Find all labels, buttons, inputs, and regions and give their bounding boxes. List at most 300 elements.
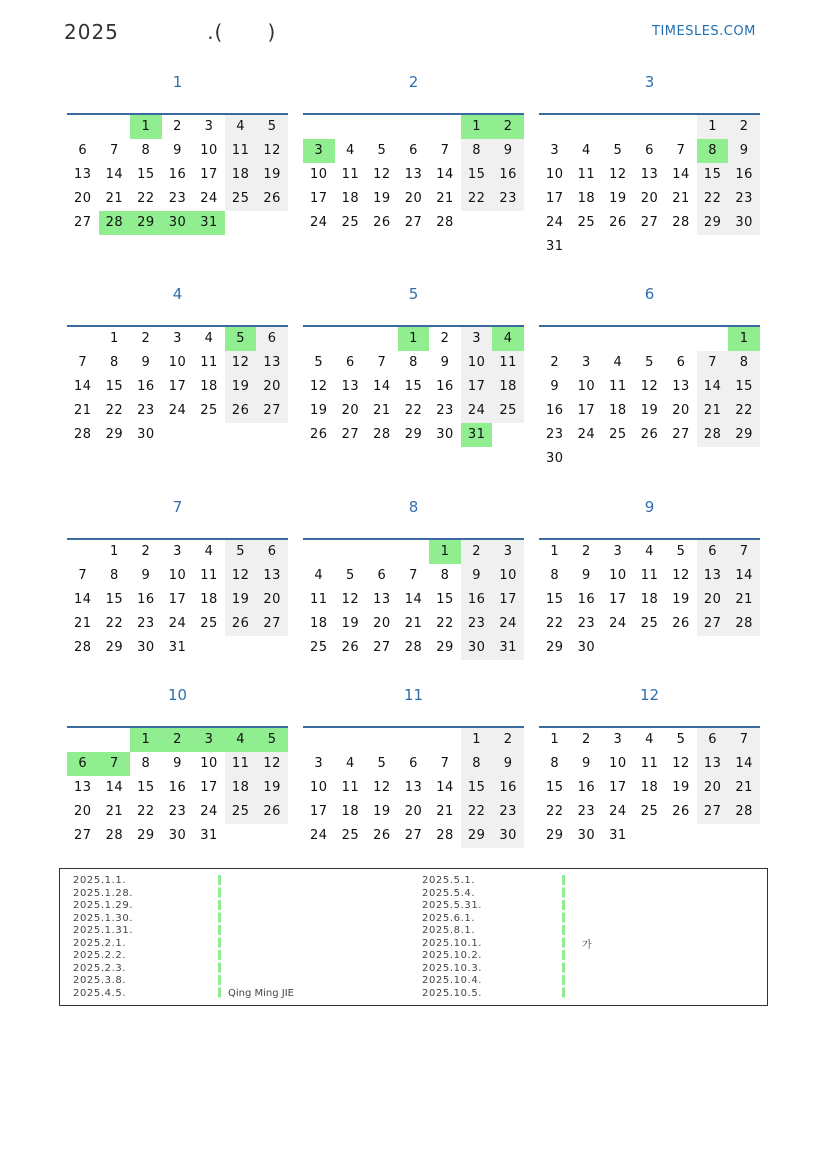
empty-cell <box>303 327 335 351</box>
day-cell: 2 <box>141 544 151 559</box>
week-row <box>303 187 524 211</box>
day-cell: 23 <box>168 191 187 206</box>
month-grid <box>539 726 760 848</box>
day-cell: 21 <box>697 399 729 423</box>
day-cell: 21 <box>74 403 92 418</box>
day-cell: 3 <box>613 544 623 559</box>
month-grid <box>539 538 760 660</box>
empty-cell <box>366 728 398 752</box>
empty-cell <box>728 636 760 660</box>
day-cell: 5 <box>676 732 686 747</box>
day-cell: 7 <box>109 143 119 158</box>
empty-cell <box>665 115 697 139</box>
day-cell: 23 <box>577 804 596 819</box>
day-cell: 25 <box>492 399 524 423</box>
day-cell: 27 <box>256 612 288 636</box>
week-row <box>539 564 760 588</box>
legend-date: 2025.10.4. <box>422 975 483 986</box>
day-cell: 18 <box>640 780 659 795</box>
day-cell: 24 <box>200 804 218 819</box>
day-cell: 30 <box>546 451 564 466</box>
day-cell: 24 <box>546 215 564 230</box>
week-row <box>303 163 524 187</box>
month-label: 1 <box>172 73 183 91</box>
empty-cell <box>665 327 697 351</box>
empty-cell <box>697 327 729 351</box>
day-cell: 15 <box>105 592 124 607</box>
week-row <box>67 399 288 423</box>
day-cell: 25 <box>225 187 257 211</box>
day-cell: 2 <box>728 115 760 139</box>
empty-cell <box>571 447 603 471</box>
month-grid <box>67 726 288 848</box>
day-cell: 10 <box>168 568 187 583</box>
day-cell: 1 <box>429 540 461 564</box>
site-brand-link[interactable]: TIMESLES.COM <box>652 24 756 39</box>
day-cell: 28 <box>728 800 760 824</box>
day-cell: 29 <box>546 640 564 655</box>
legend-date: 2025.8.1. <box>422 925 476 936</box>
empty-cell <box>634 115 666 139</box>
day-cell: 11 <box>492 351 524 375</box>
day-cell: 5 <box>256 115 288 139</box>
legend-date: 2025.5.4. <box>422 887 476 899</box>
day-cell: 30 <box>168 828 187 843</box>
day-cell: 11 <box>200 355 218 370</box>
day-cell: 20 <box>74 804 92 819</box>
day-cell: 12 <box>640 379 659 394</box>
day-cell: 27 <box>404 215 423 230</box>
day-cell: 12 <box>256 139 288 163</box>
empty-cell <box>697 636 729 660</box>
day-cell: 13 <box>341 379 360 394</box>
day-cell: 24 <box>577 427 596 442</box>
day-cell: 21 <box>74 616 92 631</box>
month-label: 5 <box>408 285 419 303</box>
day-cell: 4 <box>225 115 257 139</box>
day-cell: 8 <box>550 568 560 583</box>
empty-cell <box>335 540 367 564</box>
day-cell: 18 <box>341 191 360 206</box>
empty-cell <box>398 540 430 564</box>
day-cell: 19 <box>609 191 627 206</box>
day-cell: 12 <box>225 564 257 588</box>
day-cell: 3 <box>550 143 560 158</box>
day-cell: 22 <box>546 616 564 631</box>
day-cell: 23 <box>546 427 564 442</box>
legend-marker-right <box>562 875 565 999</box>
day-cell: 26 <box>256 800 288 824</box>
day-cell: 29 <box>436 640 454 655</box>
month-grid <box>303 325 524 447</box>
week-row <box>539 327 760 351</box>
day-cell: 5 <box>225 327 257 351</box>
day-cell: 5 <box>345 568 355 583</box>
day-cell: 5 <box>256 728 288 752</box>
week-row <box>303 115 524 139</box>
empty-cell <box>697 824 729 848</box>
day-cell: 9 <box>492 139 524 163</box>
day-cell: 4 <box>225 728 257 752</box>
week-row <box>303 612 524 636</box>
day-cell: 14 <box>74 592 92 607</box>
day-cell: 2 <box>141 331 151 346</box>
day-cell: 29 <box>404 427 423 442</box>
day-cell: 14 <box>728 564 760 588</box>
day-cell: 11 <box>341 780 360 795</box>
day-cell: 28 <box>105 828 124 843</box>
day-cell: 7 <box>78 355 88 370</box>
empty-cell <box>67 115 99 139</box>
month-grid <box>67 113 288 235</box>
day-cell: 31 <box>492 636 524 660</box>
week-row <box>539 588 760 612</box>
empty-cell <box>256 636 288 660</box>
month-label: 4 <box>172 285 183 303</box>
day-cell: 31 <box>546 239 564 254</box>
day-cell: 17 <box>200 167 218 182</box>
legend-date: 2025.10.3. <box>422 962 483 974</box>
day-cell: 31 <box>168 640 187 655</box>
day-cell: 11 <box>310 592 328 607</box>
month-grid <box>67 538 288 660</box>
day-cell: 26 <box>310 427 328 442</box>
empty-cell <box>335 115 367 139</box>
day-cell: 21 <box>404 616 423 631</box>
day-cell: 23 <box>436 403 454 418</box>
day-cell: 24 <box>310 215 328 230</box>
day-cell: 28 <box>436 215 454 230</box>
day-cell: 26 <box>672 616 690 631</box>
day-cell: 4 <box>581 143 591 158</box>
empty-cell <box>303 728 335 752</box>
day-cell: 22 <box>728 399 760 423</box>
week-row <box>67 824 288 848</box>
day-cell: 21 <box>105 804 124 819</box>
day-cell: 6 <box>78 143 88 158</box>
day-cell: 18 <box>310 616 328 631</box>
week-row <box>67 351 288 375</box>
day-cell: 26 <box>373 215 391 230</box>
day-cell: 28 <box>728 612 760 636</box>
day-cell: 18 <box>225 163 257 187</box>
day-cell: 1 <box>550 544 560 559</box>
day-cell: 31 <box>193 211 225 235</box>
day-cell: 9 <box>581 568 591 583</box>
empty-cell <box>67 327 99 351</box>
empty-cell <box>728 824 760 848</box>
week-row <box>67 540 288 564</box>
day-cell: 6 <box>345 355 355 370</box>
empty-cell <box>398 115 430 139</box>
week-row <box>539 728 760 752</box>
week-row <box>539 636 760 660</box>
legend-marker-left <box>218 875 221 999</box>
day-cell: 17 <box>168 592 187 607</box>
day-cell: 8 <box>550 756 560 771</box>
day-cell: 18 <box>225 776 257 800</box>
day-cell: 12 <box>672 756 690 771</box>
day-cell: 2 <box>162 728 194 752</box>
month-label: 12 <box>639 686 660 704</box>
day-cell: 8 <box>440 568 450 583</box>
week-row <box>539 139 760 163</box>
month-grid <box>303 113 524 235</box>
day-cell: 2 <box>173 119 182 134</box>
day-cell: 30 <box>137 640 155 655</box>
day-cell: 25 <box>609 427 627 442</box>
day-cell: 17 <box>546 191 564 206</box>
day-cell: 19 <box>672 592 690 607</box>
day-cell: 29 <box>137 828 155 843</box>
day-cell: 24 <box>609 804 627 819</box>
empty-cell <box>303 540 335 564</box>
day-cell: 22 <box>404 403 423 418</box>
empty-cell <box>492 211 524 235</box>
day-cell: 9 <box>550 379 560 394</box>
empty-cell <box>193 423 225 447</box>
day-cell: 17 <box>577 403 596 418</box>
day-cell: 12 <box>373 780 391 795</box>
day-cell: 22 <box>137 191 155 206</box>
week-row <box>303 588 524 612</box>
week-row <box>539 776 760 800</box>
day-cell: 30 <box>461 636 493 660</box>
day-cell: 27 <box>373 640 391 655</box>
day-cell: 27 <box>697 800 729 824</box>
day-cell: 8 <box>409 355 418 370</box>
day-cell: 11 <box>225 752 257 776</box>
day-cell: 7 <box>676 143 686 158</box>
day-cell: 9 <box>141 568 151 583</box>
empty-cell <box>665 824 697 848</box>
day-cell: 29 <box>105 427 124 442</box>
day-cell: 21 <box>105 191 124 206</box>
week-row <box>67 211 288 235</box>
empty-cell <box>429 115 461 139</box>
week-row <box>67 636 288 660</box>
day-cell: 23 <box>728 187 760 211</box>
day-cell: 2 <box>440 331 450 346</box>
empty-cell <box>665 636 697 660</box>
week-row <box>67 139 288 163</box>
empty-cell <box>225 423 257 447</box>
empty-cell <box>571 115 603 139</box>
day-cell: 1 <box>461 115 493 139</box>
day-cell: 28 <box>436 828 454 843</box>
month-label: 3 <box>644 73 655 91</box>
legend-date: 2025.2.2. <box>73 950 127 961</box>
empty-cell <box>256 423 288 447</box>
day-cell: 26 <box>640 427 659 442</box>
day-cell: 30 <box>577 640 596 655</box>
day-cell: 30 <box>137 427 155 442</box>
day-cell: 24 <box>168 616 187 631</box>
day-cell: 18 <box>609 403 627 418</box>
day-cell: 9 <box>173 143 182 158</box>
day-cell: 15 <box>697 163 729 187</box>
day-cell: 20 <box>256 588 288 612</box>
day-cell: 15 <box>546 780 564 795</box>
empty-cell <box>303 115 335 139</box>
day-cell: 21 <box>728 588 760 612</box>
day-cell: 19 <box>341 616 360 631</box>
empty-cell <box>225 211 257 235</box>
day-cell: 27 <box>74 215 92 230</box>
day-cell: 10 <box>200 143 218 158</box>
week-row <box>303 399 524 423</box>
week-row <box>67 564 288 588</box>
day-cell: 16 <box>577 780 596 795</box>
week-row <box>67 327 288 351</box>
day-cell: 10 <box>546 167 564 182</box>
week-row <box>303 327 524 351</box>
legend-date: 2025.10.5. <box>422 987 483 999</box>
month-grid <box>539 325 760 471</box>
day-cell: 15 <box>461 776 493 800</box>
legend-date: 2025.4.5. <box>73 987 127 999</box>
day-cell: 20 <box>672 403 690 418</box>
day-cell: 1 <box>109 331 119 346</box>
legend-date: 2025.3.8. <box>73 975 127 986</box>
day-cell: 3 <box>173 544 182 559</box>
empty-cell <box>665 235 697 259</box>
week-row <box>303 800 524 824</box>
day-cell: 21 <box>728 776 760 800</box>
month-label: 2 <box>408 73 419 91</box>
day-cell: 25 <box>341 215 360 230</box>
day-cell: 12 <box>609 167 627 182</box>
day-cell: 9 <box>728 139 760 163</box>
day-cell: 23 <box>492 187 524 211</box>
week-row <box>303 824 524 848</box>
day-cell: 19 <box>373 191 391 206</box>
day-cell: 1 <box>728 327 760 351</box>
day-cell: 26 <box>373 828 391 843</box>
day-cell: 17 <box>609 780 627 795</box>
day-cell: 23 <box>577 616 596 631</box>
day-cell: 13 <box>672 379 690 394</box>
day-cell: 28 <box>99 211 131 235</box>
day-cell: 16 <box>546 403 564 418</box>
day-cell: 17 <box>461 375 493 399</box>
day-cell: 16 <box>137 592 155 607</box>
week-row <box>67 588 288 612</box>
legend-date: 2025.6.1. <box>422 912 476 924</box>
empty-cell <box>335 728 367 752</box>
day-cell: 8 <box>141 756 151 771</box>
day-cell: 7 <box>697 351 729 375</box>
day-cell: 11 <box>200 568 218 583</box>
legend-dates-left <box>73 875 133 1000</box>
day-cell: 3 <box>193 728 225 752</box>
day-cell: 28 <box>373 427 391 442</box>
legend-date: 2025.10.1. <box>422 937 483 949</box>
day-cell: 13 <box>256 351 288 375</box>
day-cell: 28 <box>74 640 92 655</box>
week-row <box>67 187 288 211</box>
day-cell: 13 <box>697 752 729 776</box>
day-cell: 7 <box>728 728 760 752</box>
day-cell: 30 <box>577 828 596 843</box>
empty-cell <box>429 728 461 752</box>
day-cell: 23 <box>168 804 187 819</box>
legend-date: 2025.1.29. <box>73 900 134 911</box>
day-cell: 27 <box>672 427 690 442</box>
day-cell: 21 <box>672 191 690 206</box>
legend-date: 2025.1.28. <box>73 887 134 899</box>
day-cell: 25 <box>341 828 360 843</box>
day-cell: 2 <box>581 732 591 747</box>
day-cell: 18 <box>341 804 360 819</box>
day-cell: 29 <box>461 824 493 848</box>
day-cell: 27 <box>256 399 288 423</box>
day-cell: 19 <box>672 780 690 795</box>
week-row <box>303 375 524 399</box>
day-cell: 2 <box>492 728 524 752</box>
day-cell: 15 <box>404 379 423 394</box>
legend-date: 2025.2.3. <box>73 962 127 974</box>
week-row <box>539 163 760 187</box>
month-label: 11 <box>403 686 424 704</box>
day-cell: 4 <box>345 143 355 158</box>
day-cell: 7 <box>78 568 88 583</box>
day-cell: 20 <box>640 191 659 206</box>
day-cell: 31 <box>461 423 493 447</box>
day-cell: 10 <box>168 355 187 370</box>
day-cell: 20 <box>256 375 288 399</box>
day-cell: 12 <box>256 752 288 776</box>
day-cell: 28 <box>404 640 423 655</box>
week-row <box>539 752 760 776</box>
day-cell: 3 <box>613 732 623 747</box>
empty-cell <box>366 327 398 351</box>
empty-cell <box>634 235 666 259</box>
day-cell: 27 <box>640 215 659 230</box>
empty-cell <box>697 235 729 259</box>
day-cell: 2 <box>581 544 591 559</box>
day-cell: 15 <box>105 379 124 394</box>
day-cell: 4 <box>613 355 623 370</box>
day-cell: 30 <box>492 824 524 848</box>
day-cell: 6 <box>377 568 387 583</box>
day-cell: 17 <box>310 191 328 206</box>
day-cell: 18 <box>200 379 218 394</box>
day-cell: 4 <box>492 327 524 351</box>
day-cell: 9 <box>461 564 493 588</box>
day-cell: 26 <box>672 804 690 819</box>
day-cell: 29 <box>130 211 162 235</box>
week-row <box>539 824 760 848</box>
day-cell: 22 <box>697 187 729 211</box>
day-cell: 23 <box>492 800 524 824</box>
day-cell: 9 <box>581 756 591 771</box>
day-cell: 16 <box>492 776 524 800</box>
month-label: 6 <box>644 285 655 303</box>
week-row <box>539 235 760 259</box>
day-cell: 6 <box>256 540 288 564</box>
day-cell: 18 <box>200 592 218 607</box>
empty-cell <box>602 447 634 471</box>
empty-cell <box>634 824 666 848</box>
day-cell: 22 <box>137 804 155 819</box>
day-cell: 24 <box>200 191 218 206</box>
week-row <box>539 447 760 471</box>
day-cell: 5 <box>613 143 623 158</box>
day-cell: 19 <box>225 375 257 399</box>
day-cell: 12 <box>341 592 360 607</box>
day-cell: 29 <box>546 828 564 843</box>
